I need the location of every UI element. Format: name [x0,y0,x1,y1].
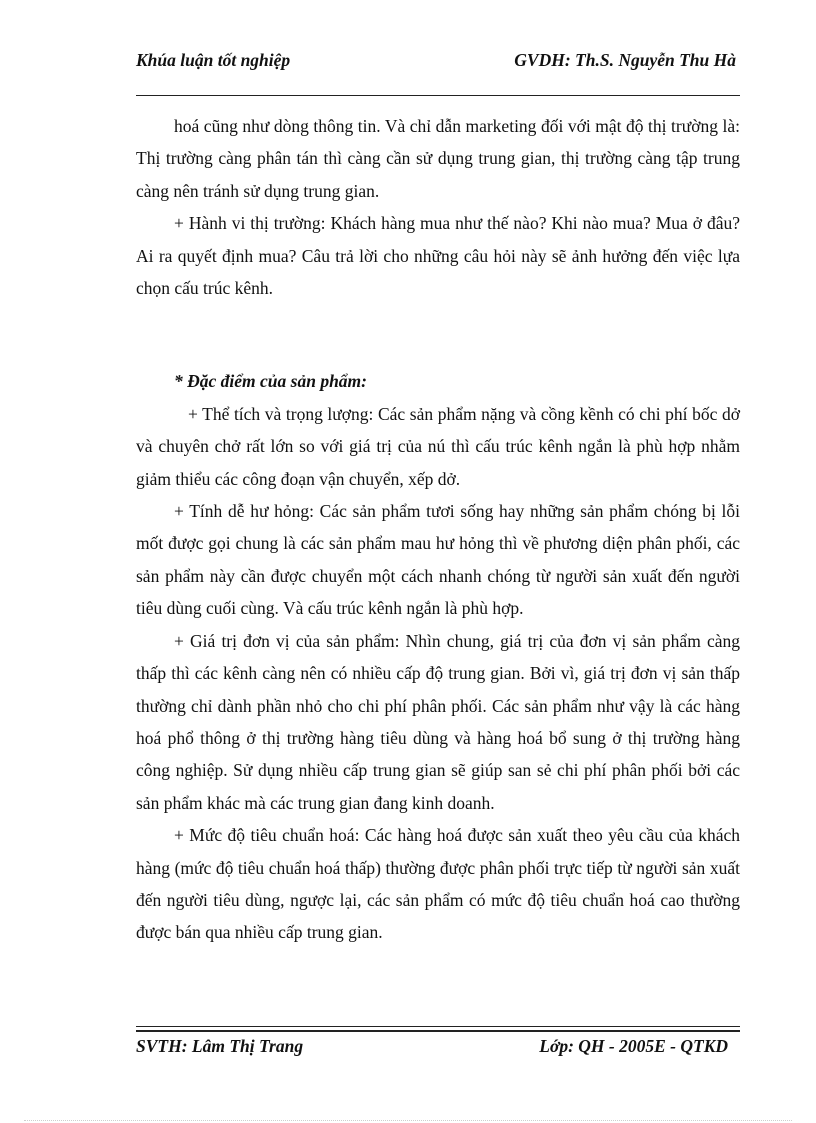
header-thesis-title: Khúa luận tốt nghiệp [136,50,291,70]
document-body [136,110,740,949]
paragraph-volume-weight: + Thể tích và trọng lượng: Các sản phẩm nặng và cồng kềnh có chi phí bốc dở và chuyên chở rất lớn so với giá trị của nú thì cấu trúc kênh ngắn là phù hợp nhằm giảm thiểu các công đoạn vận chuyển, xếp dở. [136,403,740,489]
section-heading: * Đặc điểm của sản phẩm: [174,371,367,392]
page-footer [136,1036,740,1060]
footer-divider-thick [136,1030,740,1032]
paragraph-market-behavior: + Hành vi thị trường: Khách hàng mua như thế nào? Khi nào mua? Mua ở đâu? Ai ra quyết định mua? Câu trả lời cho những câu hỏi này sẽ ảnh hưởng đến việc lựa chọn cấu trúc kênh. [136,213,740,299]
header-divider [136,95,740,96]
footer-divider-thin [136,1026,740,1027]
footer-student: SVTH: Lâm Thị Trang [136,1036,304,1056]
footer-class: Lớp: QH - 2005E - QTKD [539,1036,728,1056]
header-supervisor: GVDH: Th.S. Nguyễn Thu Hà [514,50,736,70]
paragraph-unit-value: + Giá trị đơn vị của sản phẩm: Nhìn chung, giá trị của đơn vị sản phẩm càng thấp thì các kênh càng nên có nhiều cấp độ trung gian. Bởi vì, giá trị đơn vị sản thấp thường chỉ dành phần nhỏ cho chi phí phân phối. Các sản phẩm như vậy là các hàng hoá phổ thông ở thị trường hàng tiêu dùng và hàng hoá bổ sung ở thị trường hàng công nghiệp. Sử dụng nhiều cấp trung gian sẽ giúp san sẻ chi phí phân phối bởi các sản phẩm khác mà các trung gian đang kinh doanh. [136,630,740,813]
paragraph-standardization: + Mức độ tiêu chuẩn hoá: Các hàng hoá được sản xuất theo yêu cầu của khách hàng (mức độ tiêu chuẩn hoá thấp) thường được phân phối trực tiếp từ người sản xuất đến người tiêu dùng, ngược lại, các sản phẩm có mức độ tiêu chuẩn hoá cao thường được bán qua nhiều cấp trung gian. [136,825,740,943]
page-header [136,50,740,74]
page-edge-dotted-line [24,1120,792,1121]
paragraph-market-density: hoá cũng như dòng thông tin. Và chỉ dẫn marketing đối với mật độ thị trường là: Thị trường càng phân tán thì càng cần sử dụng trung gian, thị trường càng tập trung càng nên tránh sử dụng trung gian. [136,116,740,201]
paragraph-perishability: + Tính dễ hư hỏng: Các sản phẩm tươi sống hay những sản phẩm chóng bị lỗi mốt được gọi chung là các sản phẩm mau hư hỏng thì về phương diện phân phối, các sản phẩm này cần được chuyển một cách nhanh chóng từ người sản xuất đến người tiêu dùng cuối cùng. Và cấu trúc kênh ngắn là phù hợp. [136,501,740,619]
spacer [136,304,740,365]
